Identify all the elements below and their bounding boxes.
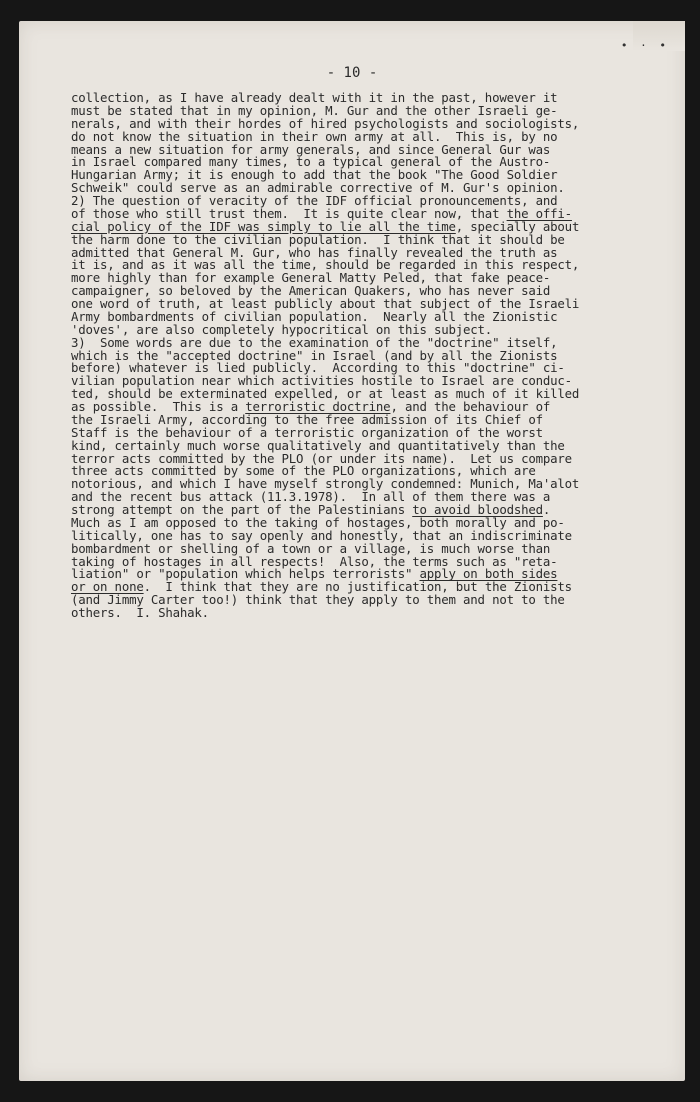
text-run: , specially about <box>455 218 580 234</box>
text-run: the Israeli Army, according to the free admission of its Chief of <box>71 411 543 427</box>
text-run: ted, should be exterminated expelled, or at least as much of it killed <box>71 386 580 402</box>
text-run: Staff is the behaviour of a terroristic organization of the worst <box>71 424 543 440</box>
underlined-phrase: the offi- <box>506 205 572 221</box>
text-run: terror acts committed by the PLO (or under its name). Let us compare <box>71 450 572 466</box>
text-run: admitted that General M. Gur, who has finally revealed the truth as <box>71 244 558 260</box>
text-run: must be stated that in my opinion, M. Gur and the other Israeli ge- <box>71 102 558 118</box>
text-run: nerals, and with their hordes of hired psychologists and sociologists, <box>71 115 580 131</box>
text-run: which is the "accepted doctrine" in Israel (and by all the Zionists <box>71 347 558 363</box>
text-run: it is, and as it was all the time, should be regarded in this respect, <box>71 257 580 273</box>
text-run: do not know the situation in their own army at all. This is, by no <box>71 128 558 144</box>
underlined-phrase: to avoid bloodshed <box>412 502 543 517</box>
text-run: bombardment or shelling of a town or a village, is much worse than <box>71 540 551 556</box>
text-run: Army bombardments of civilian population. Nearly all the Zionistic <box>71 308 558 324</box>
underlined-phrase: cial policy of the IDF was simply to lie all the time <box>71 218 456 234</box>
text-run: , and the behaviour of <box>390 399 551 414</box>
text-run: kind, certainly much worse qualitatively and quantitatively than the <box>71 437 565 453</box>
text-run: . <box>542 502 551 517</box>
text-run: others. I. Shahak. <box>71 605 209 620</box>
text-run: three acts committed by some of the PLO organizations, which are <box>71 463 536 479</box>
text-run: and the recent bus attack (11.3.1978). In all of them there was a <box>71 489 551 505</box>
text-run: litically, one has to say openly and honestly, that an indiscriminate <box>71 527 572 543</box>
text-run: as possible. This is a <box>71 399 246 414</box>
text-line <box>71 607 671 620</box>
text-run: Hungarian Army; it is enough to add that the book "The Good Soldier <box>71 167 558 183</box>
text-run: of those who still trust them. It is quite clear now, that <box>71 205 507 221</box>
text-run: vilian population near which activities hostile to Israel are conduc- <box>71 373 572 389</box>
text-run: Much as I am opposed to the taking of hostages, both morally and po- <box>71 514 565 530</box>
text-run: strong attempt on the part of the Palestinians <box>71 502 413 517</box>
text-run: the harm done to the civilian population. I think that it should be <box>71 231 565 247</box>
text-run: in Israel compared many times, to a typical general of the Austro- <box>71 154 551 170</box>
text-run: campaigner, so beloved by the American Quakers, who has never said <box>71 283 551 299</box>
text-run: one word of truth, at least publicly about that subject of the Israeli <box>71 296 580 311</box>
text-run: (and Jimmy Carter too!) think that they apply to them and not to the <box>71 592 565 608</box>
underlined-phrase: terroristic doctrine <box>245 399 391 414</box>
corner-marks: • · • <box>620 39 669 52</box>
text-run: collection, as I have already dealt with it in the past, however it <box>71 90 558 105</box>
text-run: liation" or "population which helps terrorists" <box>71 566 420 582</box>
text-run: . I think that they are no justification, but the Zionists <box>143 579 572 595</box>
text-run: 'doves', are also completely hypocritical on this subject. <box>71 321 493 337</box>
text-run: means a new situation for army generals, and since General Gur was <box>71 141 551 157</box>
text-run: taking of hostages in all respects! Also, the terms such as "reta- <box>71 553 558 569</box>
text-run: before) whatever is lied publicly. According to this "doctrine" ci- <box>71 360 565 376</box>
typewritten-page <box>19 21 685 1081</box>
text-run: Schweik" could serve as an admirable corrective of M. Gur's opinion. <box>71 180 565 196</box>
text-run: 2) The question of veracity of the IDF official pronouncements, and <box>71 193 558 208</box>
text-run: notorious, and which I have myself strongly condemned: Munich, Ma'alot <box>71 476 580 492</box>
text-run: 3) Some words are due to the examination of the "doctrine" itself, <box>71 334 558 350</box>
underlined-phrase: apply on both sides <box>419 566 558 582</box>
underlined-phrase: or on none <box>71 579 144 595</box>
body-text <box>71 92 671 620</box>
text-run: more highly than for example General Matty Peled, that fake peace- <box>71 270 551 286</box>
page-number: - 10 - <box>326 65 378 81</box>
